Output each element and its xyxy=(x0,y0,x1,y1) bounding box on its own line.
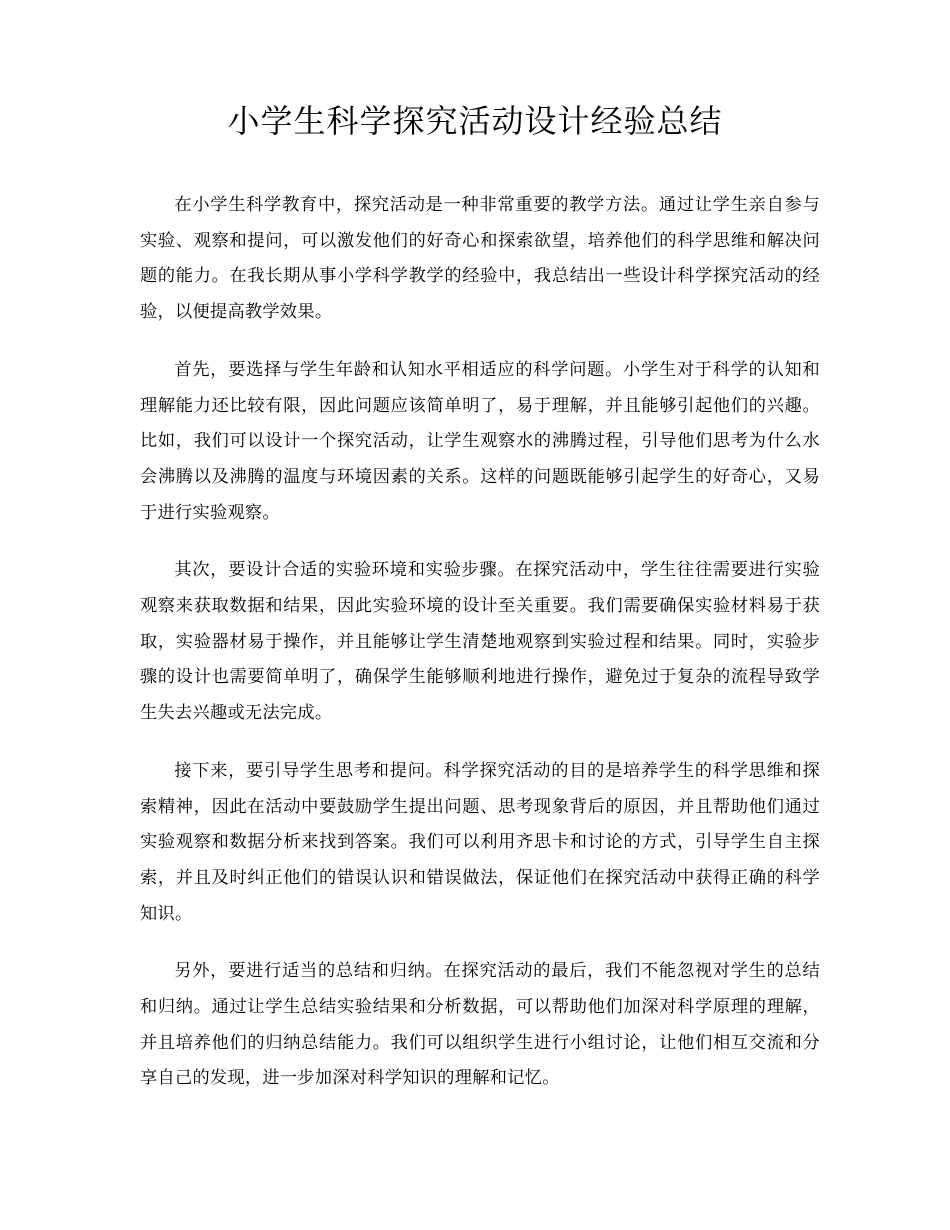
paragraph-also: 另外，要进行适当的总结和归纳。在探究活动的最后，我们不能忽视对学生的总结和归纳。通过让学生总结实验结果和分析数据，可以帮助他们加深对科学原理的理解，并且培养他们的归纳总结能力。我们可以组织学生进行小组讨论，让他们相互交流和分享自己的发现，进一步加深对科学知识的理解和记忆。 xyxy=(140,961,820,1089)
paragraph-next: 接下来，要引导学生思考和提问。科学探究活动的目的是培养学生的科学思维和探索精神，因此在活动中要鼓励学生提出问题、思考现象背后的原因，并且帮助他们通过实验观察和数据分析来找到答案。我们可以利用齐思卡和讨论的方式，引导学生自主探索，并且及时纠正他们的错误认识和错误做法，保证他们在探究活动中获得正确的科学知识。 xyxy=(140,760,820,924)
document-body xyxy=(140,188,820,1119)
paragraph-second: 其次，要设计合适的实验环境和实验步骤。在探究活动中，学生往往需要进行实验观察来获取数据和结果，因此实验环境的设计至关重要。我们需要确保实验材料易于获取，实验器材易于操作，并且能够让学生清楚地观察到实验过程和结果。同时，实验步骤的设计也需要简单明了，确保学生能够顺利地进行操作，避免过于复杂的流程导致学生失去兴趣或无法完成。 xyxy=(140,560,820,724)
paragraph-first: 首先，要选择与学生年龄和认知水平相适应的科学问题。小学生对于科学的认知和理解能力还比较有限，因此问题应该简单明了，易于理解，并且能够引起他们的兴趣。比如，我们可以设计一个探究活动，让学生观察水的沸腾过程，引导他们思考为什么水会沸腾以及沸腾的温度与环境因素的关系。这样的问题既能够引起学生的好奇心，又易于进行实验观察。 xyxy=(140,359,820,523)
document-title: 小学生科学探究活动设计经验总结 xyxy=(227,102,723,140)
paragraph-intro: 在小学生科学教育中，探究活动是一种非常重要的教学方法。通过让学生亲自参与实验、观察和提问，可以激发他们的好奇心和探索欲望，培养他们的科学思维和解决问题的能力。在我长期从事小学科学教学的经验中，我总结出一些设计科学探究活动的经验，以便提高教学效果。 xyxy=(140,195,820,323)
